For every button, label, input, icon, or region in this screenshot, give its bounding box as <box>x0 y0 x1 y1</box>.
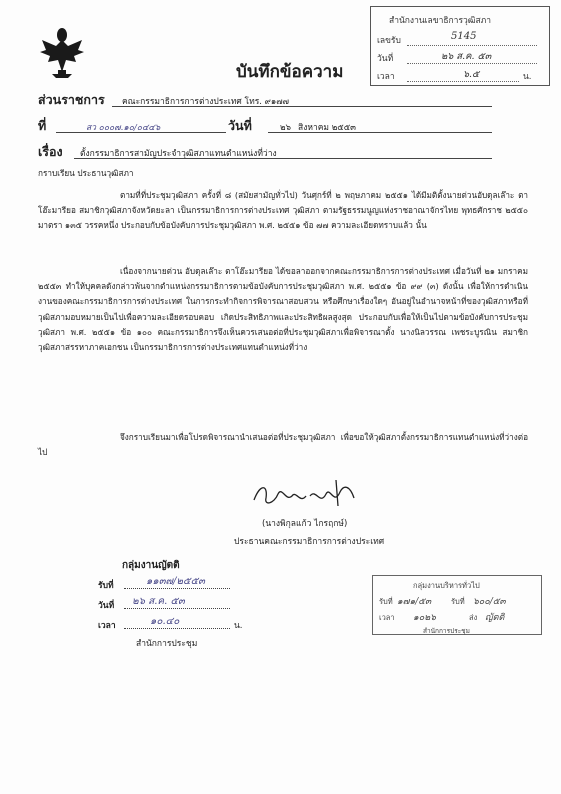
general-group: กลุ่มงานบริหารทั่วไป <box>413 581 480 590</box>
motions-date-value: ๒๖ ส.ค. ๕๓ <box>132 596 185 607</box>
motions-group: กลุ่มงานญัตติ <box>122 560 180 571</box>
general-recv-value-2: ๖๐๐/๕๓ <box>473 597 506 607</box>
general-time-value: ๑๐๒๖ <box>413 613 436 623</box>
garuda-emblem-icon <box>38 26 86 78</box>
stamp-time-suffix: น. <box>523 72 532 82</box>
general-recv-label-2: รับที่ <box>451 597 465 606</box>
signer-name: (นางพิกุลแก้ว ไกรฤกษ์) <box>262 519 348 529</box>
receipt-stamp <box>370 6 550 86</box>
motions-date-label: วันที่ <box>98 601 115 611</box>
date-label: วันที่ <box>228 118 252 133</box>
paragraph-1: ตามที่ที่ประชุมวุฒิสภา ครั้งที่ ๘ (สมัยสามัญทั่วไป) วันศุกร์ที่ ๒ พฤษภาคม ๒๕๕๑ ได้มีมติตั้งนายต่วนอับดุลเล๊าะ ตาโฮ๊ะมารียอ สมาชิกวุฒิสภาจังหวัดยะลา เป็นกรรมาธิการการต่างประเทศ วุฒิสภา ตามรัฐธรรมนูญแห่งราชอาณาจักรไทย พุทธศักราช ๒๕๕๐ มาตรา ๑๓๕ วรรคหนึ่ง ประกอบกับข้อบังคับการประชุมวุฒิสภา พ.ศ. ๒๕๕๑ ข้อ ๗๗ ความละเอียดทราบแล้ว นั้น <box>38 190 528 231</box>
ref-label: ที่ <box>38 118 47 133</box>
stamp-date-value: ๒๖ ส.ค. ๕๓ <box>441 51 492 62</box>
paragraph-3: จึงกราบเรียนมาเพื่อโปรดพิจารณานำเสนอต่อที่ประชุมวุฒิสภา เพื่อขอให้วุฒิสภาตั้งกรรมาธิการแทนตำแหน่งที่ว่างต่อไป <box>38 432 528 458</box>
general-recv-value: ๑๗๑/๕๓ <box>397 597 432 607</box>
general-admin-stamp <box>372 575 542 635</box>
memo-title: บันทึกข้อความ <box>236 62 344 82</box>
stamp-no-label: เลขรับ <box>377 36 401 46</box>
stamp-no-value: 5145 <box>451 31 477 42</box>
general-send-label: ส่ง <box>469 613 478 622</box>
paragraph-2: เนื่องจากนายต่วน อับดุลเล๊าะ ตาโฮ๊ะมารียอ ได้ขอลาออกจากคณะกรรมาธิการการต่างประเทศ เมื่อวันที่ ๒๑ มกราคม ๒๕๕๓ ทำให้บุคคลดังกล่าวพ้นจากตำแหน่งกรรมาธิการตามข้อบังคับการประชุมวุฒิสภา พ.ศ. ๒๕๕๑ ข้อ ๙๙ (๓) ดังนั้น เพื่อให้การดำเนินงานของคณะกรรมาธิการการต่างประเทศ ในการกระทำกิจการพิจารณาสอบสวน หรือศึกษาเรื่องใดๆ อันอยู่ในอำนาจหน้าที่ของวุฒิสภาหรือที่วุฒิสภามอบหมายเป็นไปเพื่อความละเอียดรอบคอบ เกิดประสิทธิภาพและประสิทธิผลสูงสุด ประกอบกับเพื่อให้เป็นไปตามข้อบังคับการประชุมวุฒิสภา พ.ศ. ๒๕๕๑ ข้อ ๑๐๐ คณะกรรมาธิการจึงเห็นควรเสนอต่อที่ประชุมวุฒิสภาเพื่อพิจารณาตั้ง นางนิลวรรณ เพชระบูรณิน สมาชิกวุฒิสภาสรรหาภาคเอกชน เป็นกรรมาธิการการต่างประเทศแทนตำแหน่งที่ว่าง <box>38 266 528 353</box>
date-rest: สิงหาคม ๒๕๕๓ <box>298 123 356 133</box>
motions-time-suffix: น. <box>234 621 243 631</box>
stamp-date-label: วันที่ <box>377 54 394 64</box>
motions-office: สำนักการประชุม <box>136 639 198 649</box>
date-day: ๒๖ <box>280 123 291 133</box>
ref-value: สว ๐๐๐๗.๑๐/๐๔๔๖ <box>86 123 161 133</box>
motions-time-label: เวลา <box>98 621 116 631</box>
stamp-time-value: ๖.๕ <box>463 69 480 80</box>
general-office: สำนักการประชุม <box>423 627 470 635</box>
motions-recv-label: รับที่ <box>98 581 114 591</box>
handwritten-signature <box>250 476 370 512</box>
subject-value: ตั้งกรรมาธิการสามัญประจำวุฒิสภาแทนตำแหน่งที่ว่าง <box>80 149 277 159</box>
general-send-value: ญัตติ <box>485 613 505 623</box>
agency-label: ส่วนราชการ <box>38 92 105 107</box>
general-recv-label: รับที่ <box>379 597 393 606</box>
signer-position: ประธานคณะกรรมาธิการการต่างประเทศ <box>234 537 385 547</box>
stamp-time-label: เวลา <box>377 72 395 82</box>
subject-label: เรื่อง <box>38 144 63 159</box>
salutation: กราบเรียน ประธานวุฒิสภา <box>38 168 134 178</box>
motions-recv-value: ๑๑๓๗/๒๕๕๓ <box>146 576 205 587</box>
motions-time-value: ๑๐.๔๐ <box>150 616 180 627</box>
agency-value: คณะกรรมาธิการการต่างประเทศ โทร. ๙๑๗๗ <box>122 97 290 107</box>
stamp-office: สำนักงานเลขาธิการวุฒิสภา <box>389 16 492 26</box>
general-time-label: เวลา <box>379 613 395 622</box>
